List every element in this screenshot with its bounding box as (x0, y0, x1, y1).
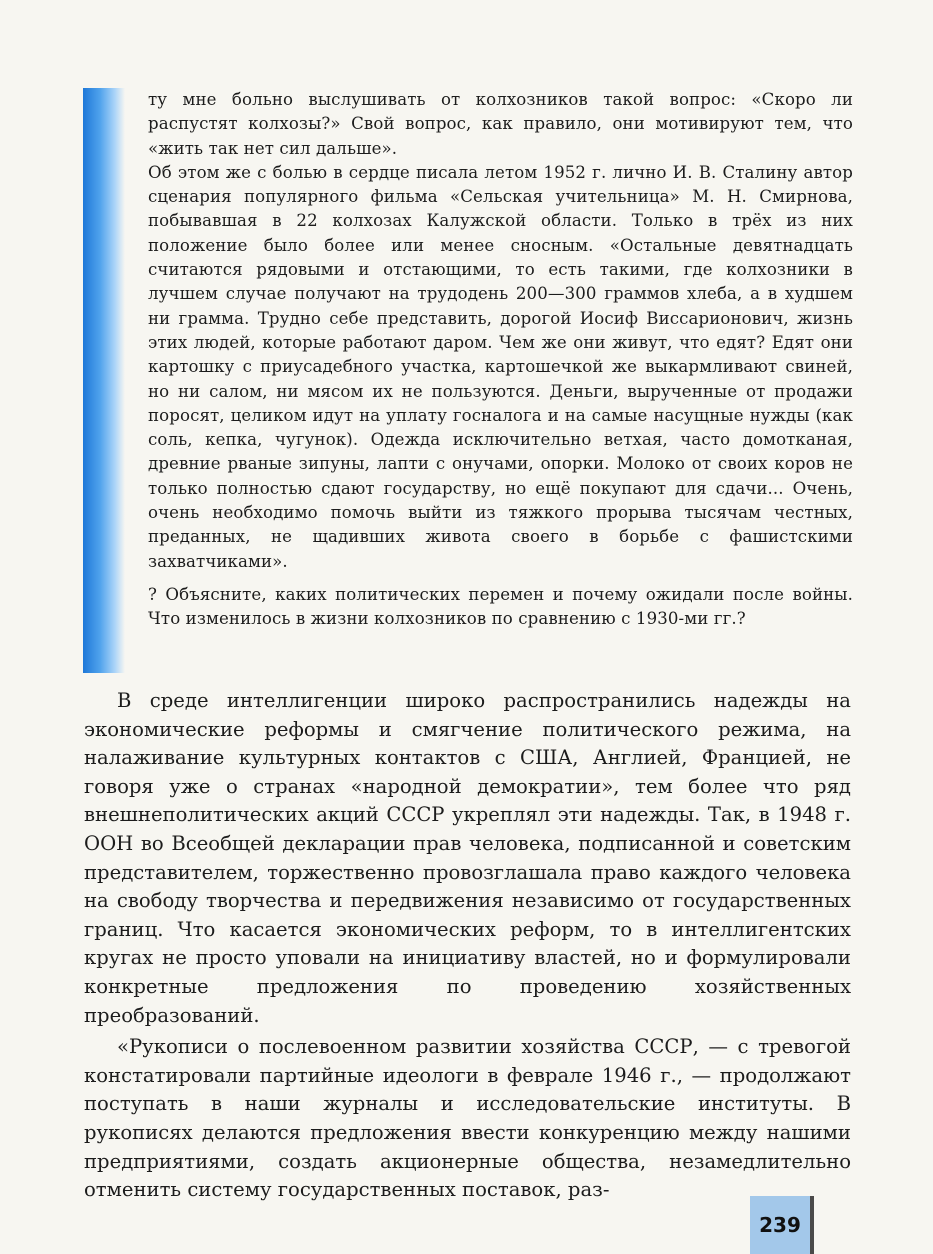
source-paragraph: Об этом же с болью в сердце писала летом 1952 г. лично И. В. Сталину автор сценария популярного фильма «Сельская учительница» М. Н. Смирнова, побывавшая в 22 колхозах Калужской области. Только в трёх из них положение было более или менее сносным. «Остальные девятнадцать считаются рядовыми и отстающими, то есть такими, где колхозники в лучшем случае получают на трудодень 200—300 граммов хлеба, а в худшем ни грамма. Трудно себе представить, дорогой Иосиф Виссарионович, жизнь этих людей, которые работают даром. Чем же они живут, что едят? Едят они картошку с приусадебного участка, картошечкой же выкармливают свиней, но ни салом, ни мясом их не пользуются. Деньги, вырученные от продажи поросят, целиком идут на уплату госналога и на самые насущные нужды (как соль, кепка, чугунок). Одежда исключительно ветхая, часто домотканая, древние рваные зипуны, лапти с онучами, опорки. Молоко от своих коров не только полностью сдают государству, но ещё покупают для сдачи... Очень, очень необходимо помочь выйти из тяжкого прорыва тысячам честных, преданных, не щадивших живота своего в борьбе с фашистскими захватчиками». (148, 162, 853, 571)
source-accent-bar (83, 88, 125, 673)
main-text (84, 687, 851, 1205)
historical-source-block (148, 88, 853, 632)
body-paragraph: В среде интеллигенции широко распространились надежды на экономические реформы и смягчение политического режима, на налаживание культурных контактов с США, Англией, Францией, не говоря уже о странах «народной демократии», тем более что ряд внешнеполитических акций СССР укреплял эти надежды. Так, в 1948 г. ООН во Всеобщей декларации прав человека, подписанной и советским представителем, торжественно провозглашала право каждого человека на свободу творчества и передвижения независимо от государственных границ. Что касается экономических реформ, то в интеллигентских кругах не просто уповали на инициативу властей, но и формулировали конкретные предложения по проведению хозяйственных преобразований. (84, 689, 851, 1027)
review-question: ? Объясните, каких политических перемен и почему ожидали после войны. Что изменилось в жизни колхозников по сравнению с 1930-ми гг.? (148, 584, 853, 629)
page-edge-divider (810, 1196, 814, 1254)
body-paragraph: «Рукописи о послевоенном развитии хозяйства СССР, — с тревогой констатировали партийные идеологи в феврале 1946 г., — продолжают поступать в наши журналы и исследовательские институты. В рукописях делаются предложения ввести конкуренцию между нашими предприятиями, создать акционерные общества, незамедлительно отменить систему государственных поставок, раз- (84, 1035, 851, 1202)
source-paragraph: ту мне больно выслушивать от колхозников такой вопрос: «Скоро ли распустят колхозы?» Свой вопрос, как правило, они мотивируют тем, что «жить так нет сил дальше». (148, 90, 853, 158)
page-number: 239 (750, 1196, 810, 1254)
